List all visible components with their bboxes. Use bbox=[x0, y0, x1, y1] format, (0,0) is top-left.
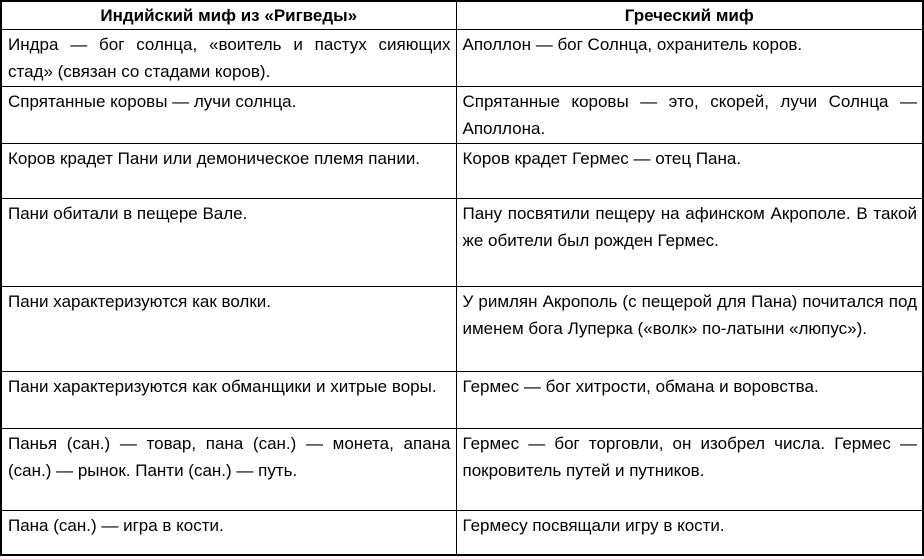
table-cell-right: Пану посвятили пещеру на афинском Акрополе. В такой же обители был рожден Гермес. bbox=[456, 199, 923, 287]
table-cell-left: Пани характеризуются как волки. bbox=[1, 287, 456, 372]
column-header-greek-myth: Греческий миф bbox=[456, 1, 923, 30]
table-cell-right: Гермес — бог хитрости, обмана и воровства. bbox=[456, 372, 923, 429]
table-cell-left: Коров крадет Пани или демоническое племя пании. bbox=[1, 144, 456, 199]
table-cell-right: Коров крадет Гермес — отец Пана. bbox=[456, 144, 923, 199]
table-header bbox=[1, 1, 923, 30]
table-cell-left: Спрятанные коровы — лучи солнца. bbox=[1, 87, 456, 144]
table-cell-right: Спрятанные коровы — это, скорей, лучи Солнца — Аполлона. bbox=[456, 87, 923, 144]
table-cell-right: У римлян Акрополь (с пещерой для Пана) почитался под именем бога Луперка («волк» по-латыни «люпус»). bbox=[456, 287, 923, 372]
table-row bbox=[1, 372, 923, 429]
table-cell-left: Пани характеризуются как обманщики и хитрые воры. bbox=[1, 372, 456, 429]
table-row bbox=[1, 287, 923, 372]
table-cell-right: Гермесу посвящали игру в кости. bbox=[456, 511, 923, 556]
table-row bbox=[1, 199, 923, 287]
table-row bbox=[1, 429, 923, 511]
table-row bbox=[1, 87, 923, 144]
table-cell-right: Аполлон — бог Солнца, охранитель коров. bbox=[456, 30, 923, 87]
table-cell-left: Панья (сан.) — товар, пана (сан.) — монета, апана (сан.) — рынок. Панти (сан.) — путь. bbox=[1, 429, 456, 511]
table-cell-left: Индра — бог солнца, «воитель и пастух сияющих стад» (связан со стадами коров). bbox=[1, 30, 456, 87]
table-cell-left: Пани обитали в пещере Вале. bbox=[1, 199, 456, 287]
table-cell-right: Гермес — бог торговли, он изобрел числа. Гермес — покровитель путей и путников. bbox=[456, 429, 923, 511]
table-row bbox=[1, 511, 923, 556]
header-row bbox=[1, 1, 923, 30]
table-cell-left: Пана (сан.) — игра в кости. bbox=[1, 511, 456, 556]
table-row bbox=[1, 144, 923, 199]
table-row bbox=[1, 30, 923, 87]
table-body bbox=[1, 30, 923, 556]
column-header-indian-myth: Индийский миф из «Ригведы» bbox=[1, 1, 456, 30]
